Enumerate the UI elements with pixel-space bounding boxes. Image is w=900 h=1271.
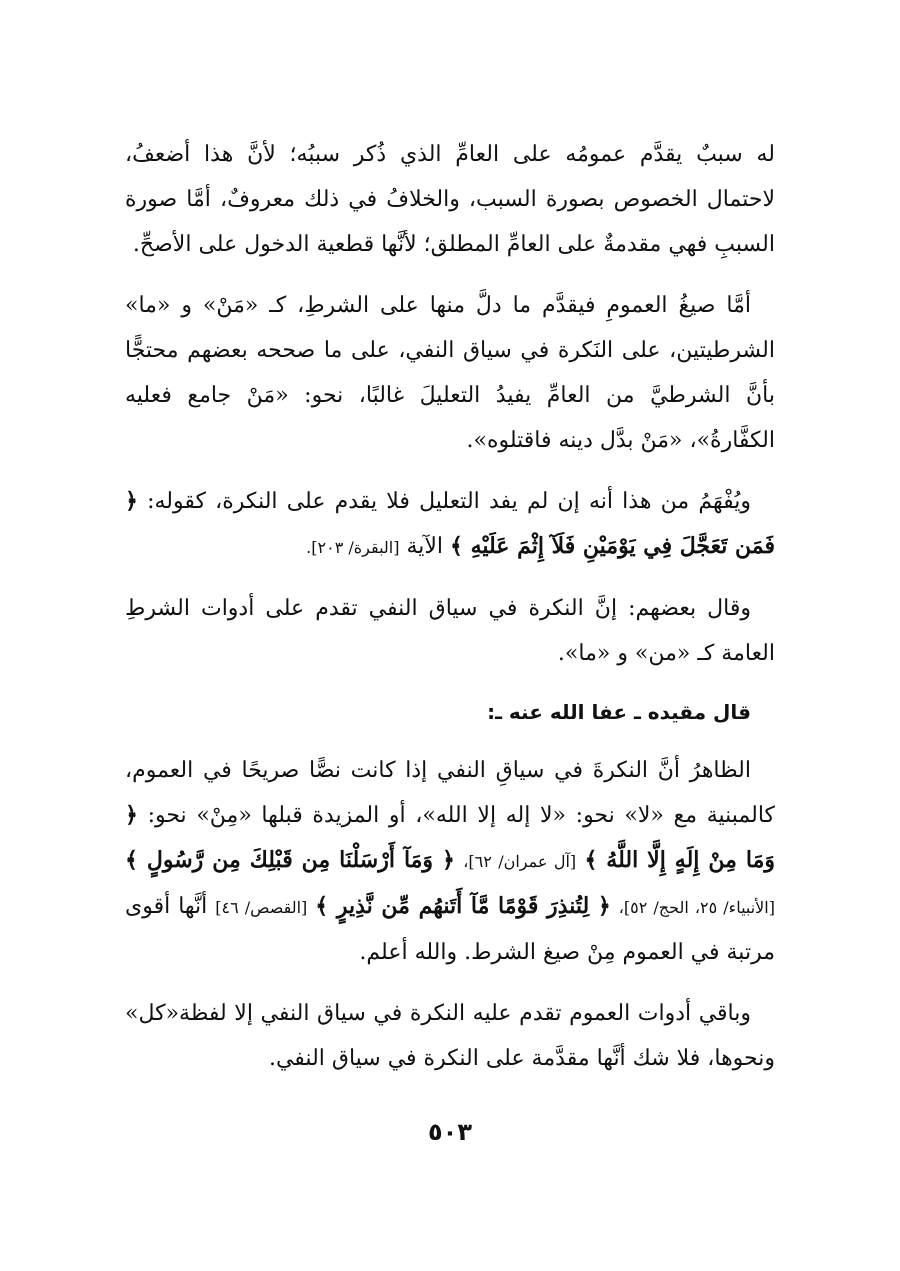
paragraph-2: أمَّا صيغُ العمومِ فيقدَّم ما دلَّ منها على الشرطِ، كـ «مَنْ» و «ما» الشرطيتين، على النَكرة في سياق النفي، على ما صححه بعضهم محتجًّا بأنَّ الشرطيَّ من العامِّ يفيدُ التعليلَ غالبًا، نحو: «مَنْ جامع فعليه الكفَّارةُ»، «مَنْ بدَّل دينه فاقتلوه». <box>125 293 775 453</box>
paragraph-4: وقال بعضهم: إنَّ النكرة في سياق النفي تقدم على أدوات الشرطِ العامة كـ «من» و «ما». <box>125 596 775 666</box>
paragraph-6: وباقي أدوات العموم تقدم عليه النكرة في سياق النفي إلا لفظة«كل» ونحوها، فلا شك أنَّها مقدَّمة على النكرة في سياق النفي. <box>125 1001 775 1071</box>
verse-reference-anbiya-hajj: [الأنبياء/ ٢٥، الحج/ ٥٢]، <box>618 898 775 917</box>
paragraph-5-text-a: الظاهرُ أنَّ النكرةَ في سياقِ النفي إذا كانت نصًّا صريحًا في العموم، كالمبنية مع «لا» نحو: «لا إله إلا الله»، أو المزيدة قبلها «مِنْ» نحو: <box>125 758 775 828</box>
page-number: ٥٠٣ <box>428 1118 472 1146</box>
quran-verse-anbiya: ﴿ وَمَآ أَرْسَلْنَا مِن قَبْلِكَ مِن رَّسُولٍ ﴾ <box>125 847 455 873</box>
verse-reference-baqara: [البقرة/ ٢٠٣]. <box>306 538 400 557</box>
quran-verse-al-imran: ﴿ وَمَا مِنْ إِلَهٍ إِلَّا اللَّهُ ﴾ <box>125 802 775 873</box>
verse-reference-al-imran: [آل عمران/ ٦٢]، <box>463 852 577 871</box>
quran-verse-baqara: ﴿ فَمَن تَعَجَّلَ فِي يَوْمَيْنِ فَلَآ إِثْمَ عَلَيْهِ ﴾ <box>125 488 775 559</box>
paragraph-3-text: ويُفْهَمُ من هذا أنه إن لم يفد التعليل فلا يقدم على النكرة، كقوله: <box>147 489 751 514</box>
paragraph-3 <box>125 479 775 570</box>
verse-suffix: الآية <box>406 534 444 559</box>
main-text <box>125 132 775 1097</box>
section-heading: قال مقيده ـ عفا الله عنه ـ: <box>487 700 751 724</box>
verse-reference-qasas: [القصص/ ٤٦] <box>215 898 308 917</box>
quran-verse-qasas: ﴿ لِتُنذِرَ قَوْمًا مَّآ أَتَنهُم مِّن نَّذِيرٍ ﴾ <box>315 893 611 919</box>
paragraph-1: له سببٌ يقدَّم عمومُه على العامِّ الذي ذُكر سببُه؛ لأنَّ هذا أضعفُ، لاحتمال الخصوص بصورة السبب، والخلافُ في ذلك معروفٌ، أمَّا صورة السببِ فهي مقدمةٌ على العامِّ المطلق؛ لأنَّها قطعية الدخول على الأصحِّ. <box>125 142 775 257</box>
paragraph-5 <box>125 748 775 975</box>
paragraph-5-text-b: أنَّها أقوى مرتبة في العموم مِنْ صيغ الشرط. والله أعلم. <box>125 894 775 965</box>
